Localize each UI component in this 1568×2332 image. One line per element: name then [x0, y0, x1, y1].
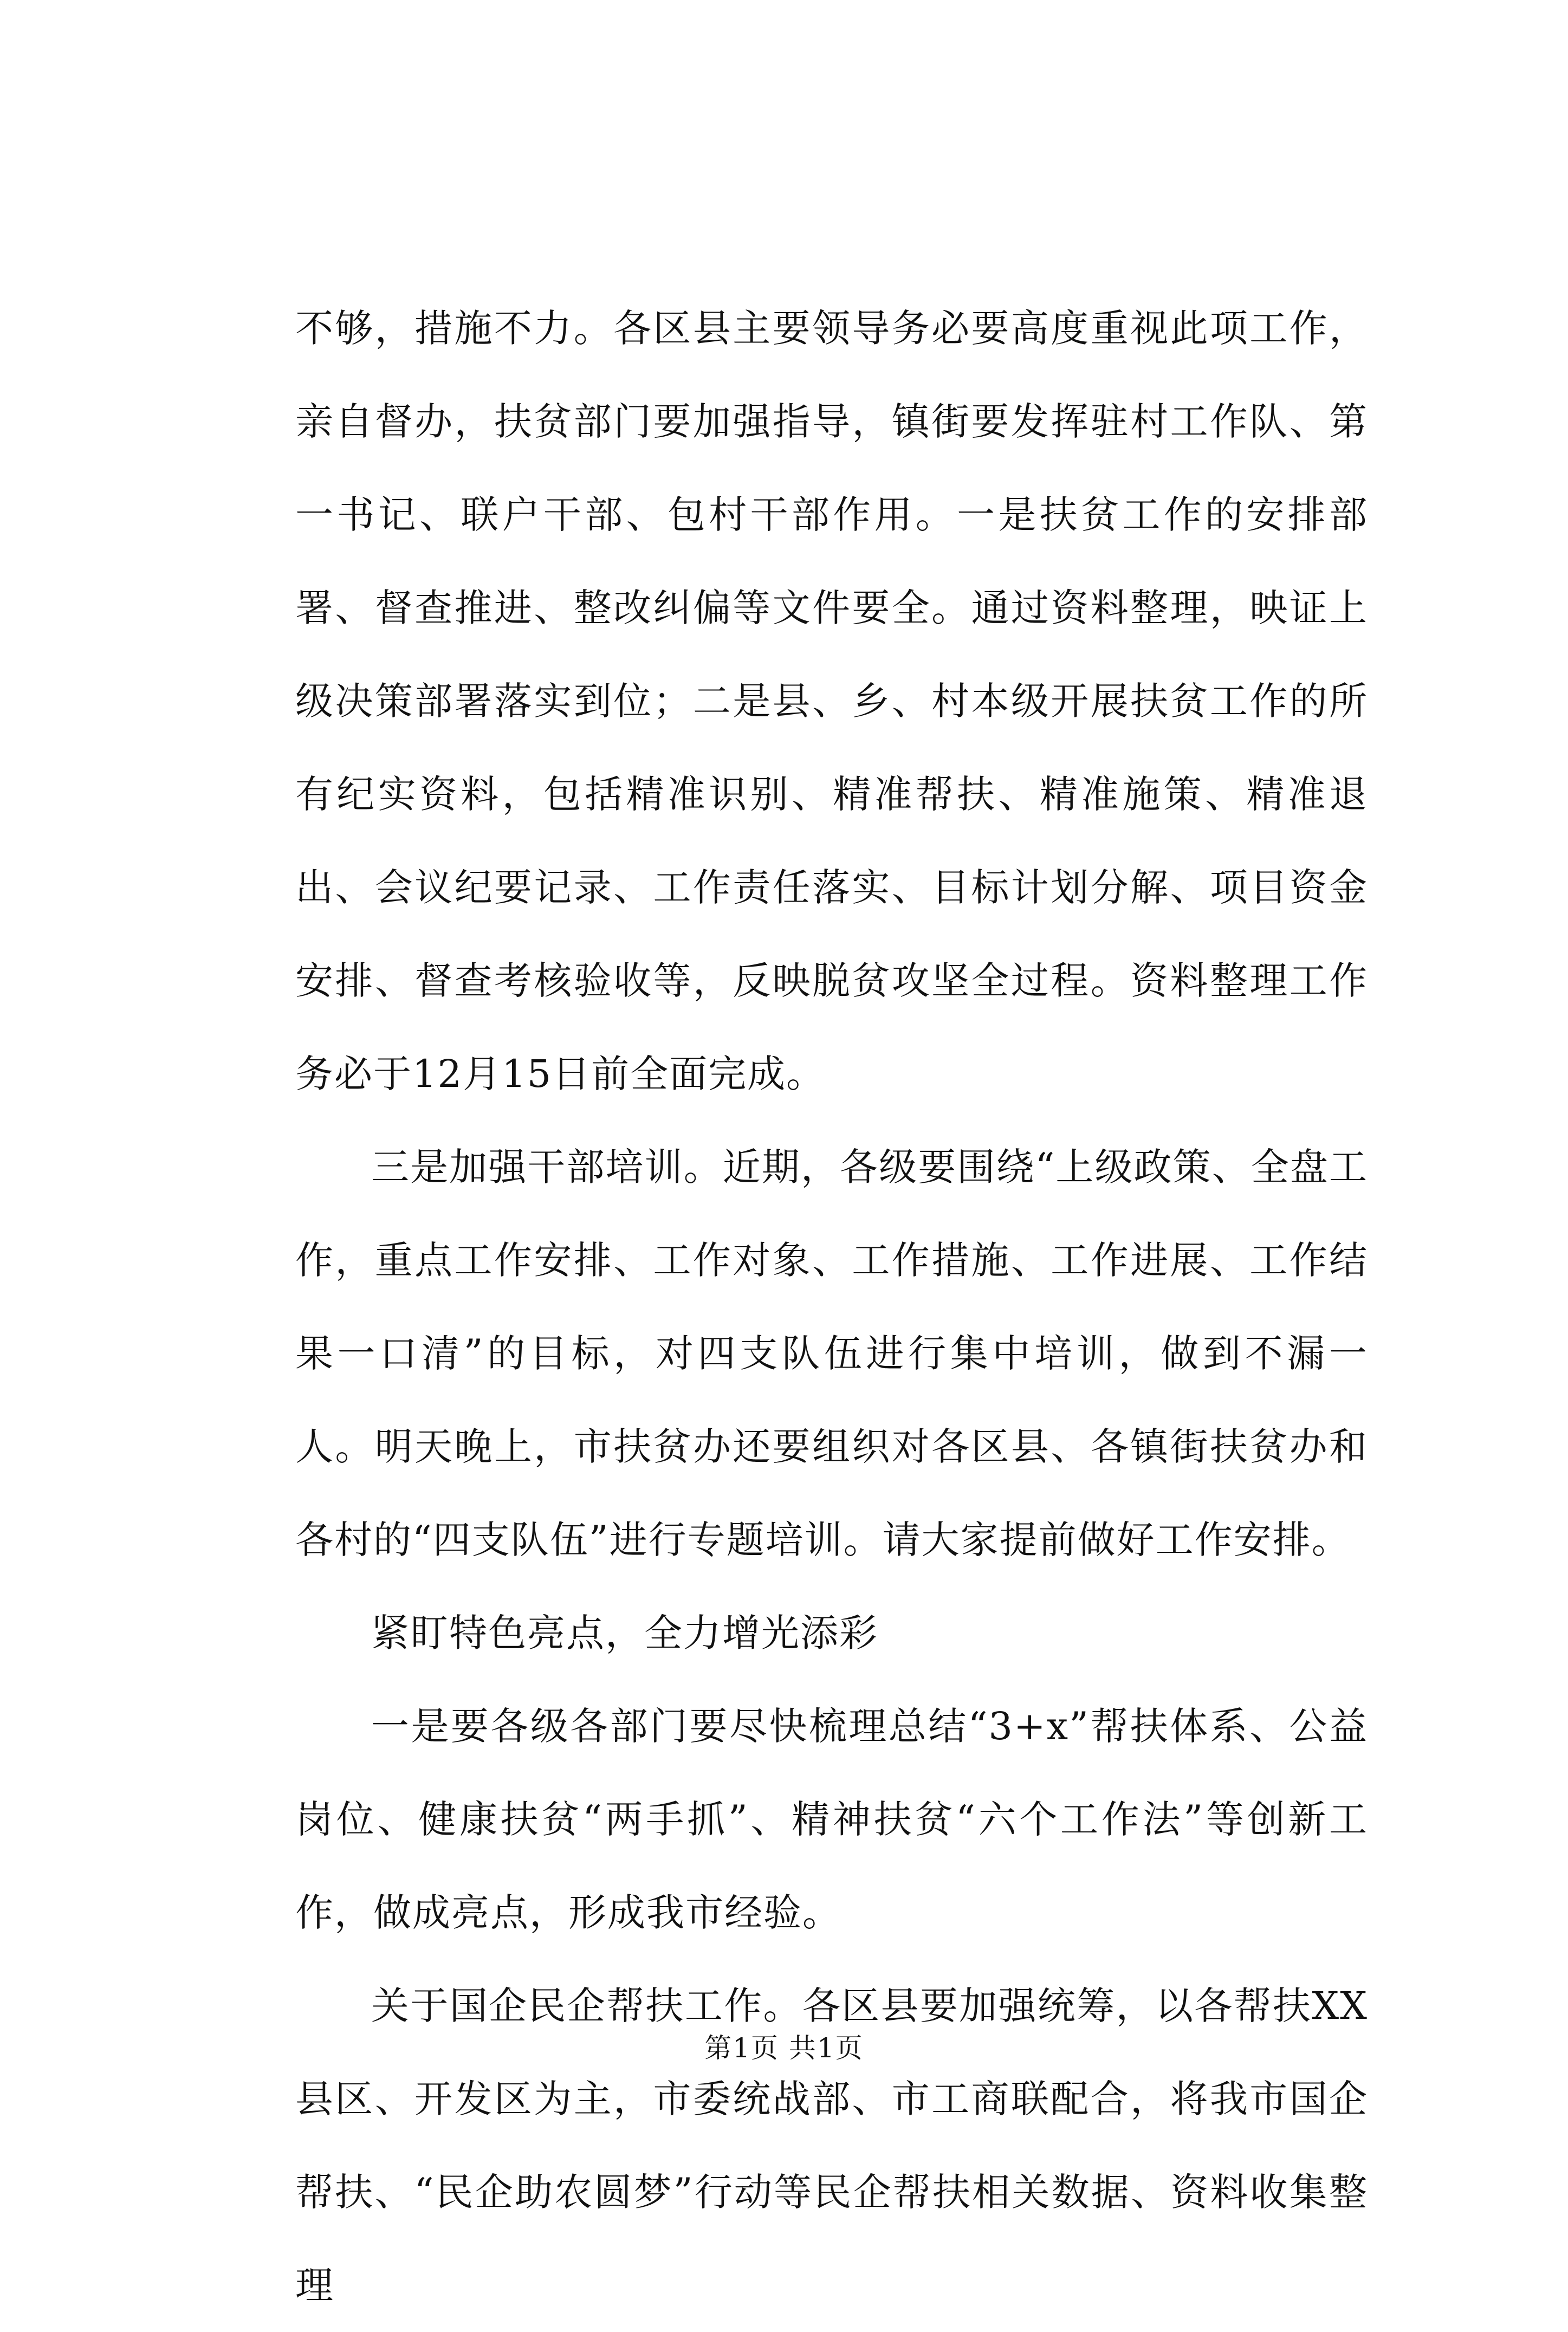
page-footer: 第1页 共1页	[704, 2032, 864, 2064]
paragraph-2: 三是加强干部培训。近期，各级要围绕“上级政策、全盘工作，重点工作安排、工作对象、工作措施、工作进展、工作结果一口清”的目标，对四支队伍进行集中培训，做到不漏一人。明天晚上，市扶贫办还要组织对各区县、各镇街扶贫办和各村的“四支队伍”进行专题培训。请大家提前做好工作安排。	[295, 1145, 1368, 1562]
section-heading: 紧盯特色亮点，全力增光添彩	[371, 1611, 878, 1655]
paragraph-4: 关于国企民企帮扶工作。各区县要加强统筹，以各帮扶XX县区、开发区为主，市委统战部、市工商联配合，将我市国企帮扶、“民企助农圆梦”行动等民企帮扶相关数据、资料收集整理	[295, 1984, 1368, 2308]
document-body	[295, 282, 1368, 2332]
paragraph-3: 一是要各级各部门要尽快梳理总结“3+x”帮扶体系、公益岗位、健康扶贫“两手抓”、精神扶贫“六个工作法”等创新工作，做成亮点，形成我市经验。	[295, 1704, 1368, 1935]
paragraph-1: 不够，措施不力。各区县主要领导务必要高度重视此项工作，亲自督办，扶贫部门要加强指导，镇街要发挥驻村工作队、第一书记、联户干部、包村干部作用。一是扶贫工作的安排部署、督查推进、整改纠偏等文件要全。通过资料整理，映证上级决策部署落实到位；二是县、乡、村本级开展扶贫工作的所有纪实资料，包括精准识别、精准帮扶、精准施策、精准退出、会议纪要记录、工作责任落实、目标计划分解、项目资金安排、督查考核验收等，反映脱贫攻坚全过程。资料整理工作务必于12月15日前全面完成。	[295, 306, 1368, 1096]
